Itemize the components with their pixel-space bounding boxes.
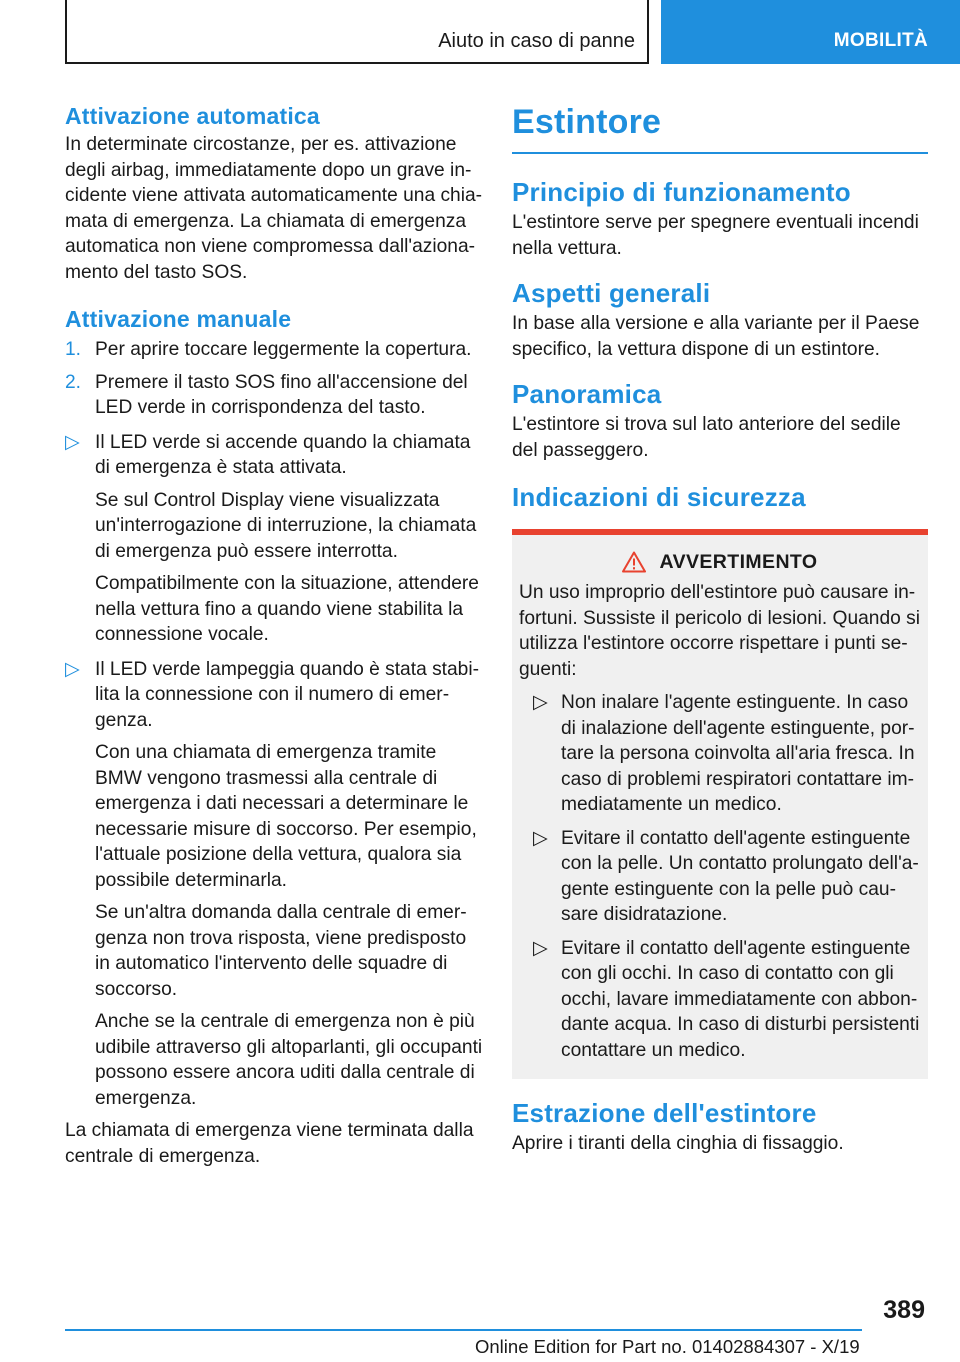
warning-list-item <box>519 936 920 1064</box>
warning-title-row <box>519 549 920 575</box>
warning-title: AVVERTIMENTO <box>659 551 818 573</box>
bullet-text: Il LED verde lampeggia quando è stata stabilita la connessione con il numero di emergenza. <box>95 658 479 731</box>
principle-heading: Principio di funzionamento <box>512 177 851 207</box>
warning-item-text: Evitare il contatto dell'agente estinguente con gli occhi. In caso di contatto con gli occhi, lavare immediatamente con abbondante acqua. In caso di disturbi persistenti contattare un medico. <box>561 937 920 1061</box>
bullet-triangle-icon: ▷ <box>65 431 80 453</box>
bullet-text: Il LED verde si accende quando la chiamata di emergenza è stata attivata. <box>95 431 471 478</box>
auto-activation-heading: Attivazione automatica <box>65 103 320 129</box>
step-text: Per aprire toccare leggermente la copertura. <box>95 339 472 360</box>
bullet-triangle-icon: ▷ <box>533 827 548 849</box>
bullet-item <box>65 430 483 481</box>
header-section-tab <box>65 0 649 64</box>
bullet-item <box>65 657 483 734</box>
step-item <box>65 370 483 421</box>
right-column <box>512 100 928 1157</box>
step-item <box>65 337 483 363</box>
warning-box <box>512 529 928 1079</box>
warning-list-item <box>519 826 920 928</box>
warning-item-text: Evitare il contatto dell'agente estinguente con la pelle. Un contatto prolungato dell'agente estinguente con la pelle può causare disidratazione. <box>561 827 919 925</box>
closing-text: La chiamata di emergenza viene terminata dalla centrale di emergenza. <box>65 1120 474 1167</box>
page-number: 389 <box>883 1296 925 1324</box>
header-chapter-title: MOBILITÀ <box>833 30 928 51</box>
safety-heading: Indicazioni di sicurezza <box>512 482 806 512</box>
bullet-subparagraph: Anche se la centrale di emergenza non è più udibile attraverso gli altoparlanti, gli occupanti possono essere ancora uditi dalla centrale di emergenza. <box>95 1011 483 1109</box>
bullet-subparagraph: Se un'altra domanda dalla centrale di emergenza non trova risposta, viene predisposto in automatico l'intervento delle squadre di soccorso. <box>95 902 467 1000</box>
footer-divider <box>65 1329 862 1331</box>
overview-heading: Panoramica <box>512 379 662 409</box>
removal-heading: Estrazione dell'estintore <box>512 1098 817 1128</box>
footer-edition-text: Online Edition for Part no. 01402884307 - X/19 <box>475 1336 860 1357</box>
page-title: Estintore <box>512 100 928 154</box>
bullet-triangle-icon: ▷ <box>65 658 80 680</box>
step-number: 1. <box>65 339 82 360</box>
bullet-subparagraph: Con una chiamata di emergenza tramite BMW vengono trasmessi alla centrale di emergenza i dati necessari a determinare le necessarie misure di soccorso. Per esempio, l'attuale posizione della vettura, qualora sia possibile determinarla. <box>95 742 477 891</box>
warning-triangle-icon <box>622 551 646 573</box>
warning-list-item <box>519 690 920 818</box>
bullet-subparagraph: Compatibilmente con la situazione, attendere nella vettura fino a quando viene stabilita la connessione vocale. <box>95 573 479 645</box>
removal-text: Aprire i tiranti della cinghia di fissaggio. <box>512 1133 844 1154</box>
header-section-title: Aiuto in caso di panne <box>438 30 635 52</box>
general-text: In base alla versione e alla variante per il Paese specifico, la vettura dispone di un estintore. <box>512 313 920 360</box>
auto-activation-text: In determinate circostanze, per es. attivazione degli airbag, immediatamente dopo un grave incidente viene attivata automaticamente una chiamata di emergenza. La chiamata di emergenza automatica non viene compromessa dall'azionamento del tasto SOS. <box>65 134 483 283</box>
manual-activation-heading: Attivazione manuale <box>65 306 292 332</box>
general-heading: Aspetti generali <box>512 278 711 308</box>
header-chapter-tab <box>661 0 960 64</box>
warning-item-text: Non inalare l'agente estinguente. In caso di inalazione dell'agente estinguente, portare la persona coinvolta all'aria fresca. In caso di problemi respiratori contattare immediatamente un medico. <box>561 692 915 815</box>
bullet-triangle-icon: ▷ <box>533 937 548 959</box>
bullet-subparagraph: Se sul Control Display viene visualizzata un'interrogazione di interruzione, la chiamata di emergenza può essere interrotta. <box>95 489 477 562</box>
step-number: 2. <box>65 371 82 393</box>
warning-text: Un uso improprio dell'estintore può causare infortuni. Sussiste il pericolo di lesioni. Quando si utilizza l'estintore occorre rispettare i punti seguenti: <box>519 582 921 680</box>
overview-text: L'estintore si trova sul lato anteriore del sedile del passeggero. <box>512 414 901 461</box>
bullet-triangle-icon: ▷ <box>533 692 548 713</box>
left-column <box>65 100 483 1169</box>
principle-text: L'estintore serve per spegnere eventuali incendi nella vettura. <box>512 212 919 259</box>
step-text: Premere il tasto SOS fino all'accensione del LED verde in corrispondenza del tasto. <box>95 371 468 418</box>
